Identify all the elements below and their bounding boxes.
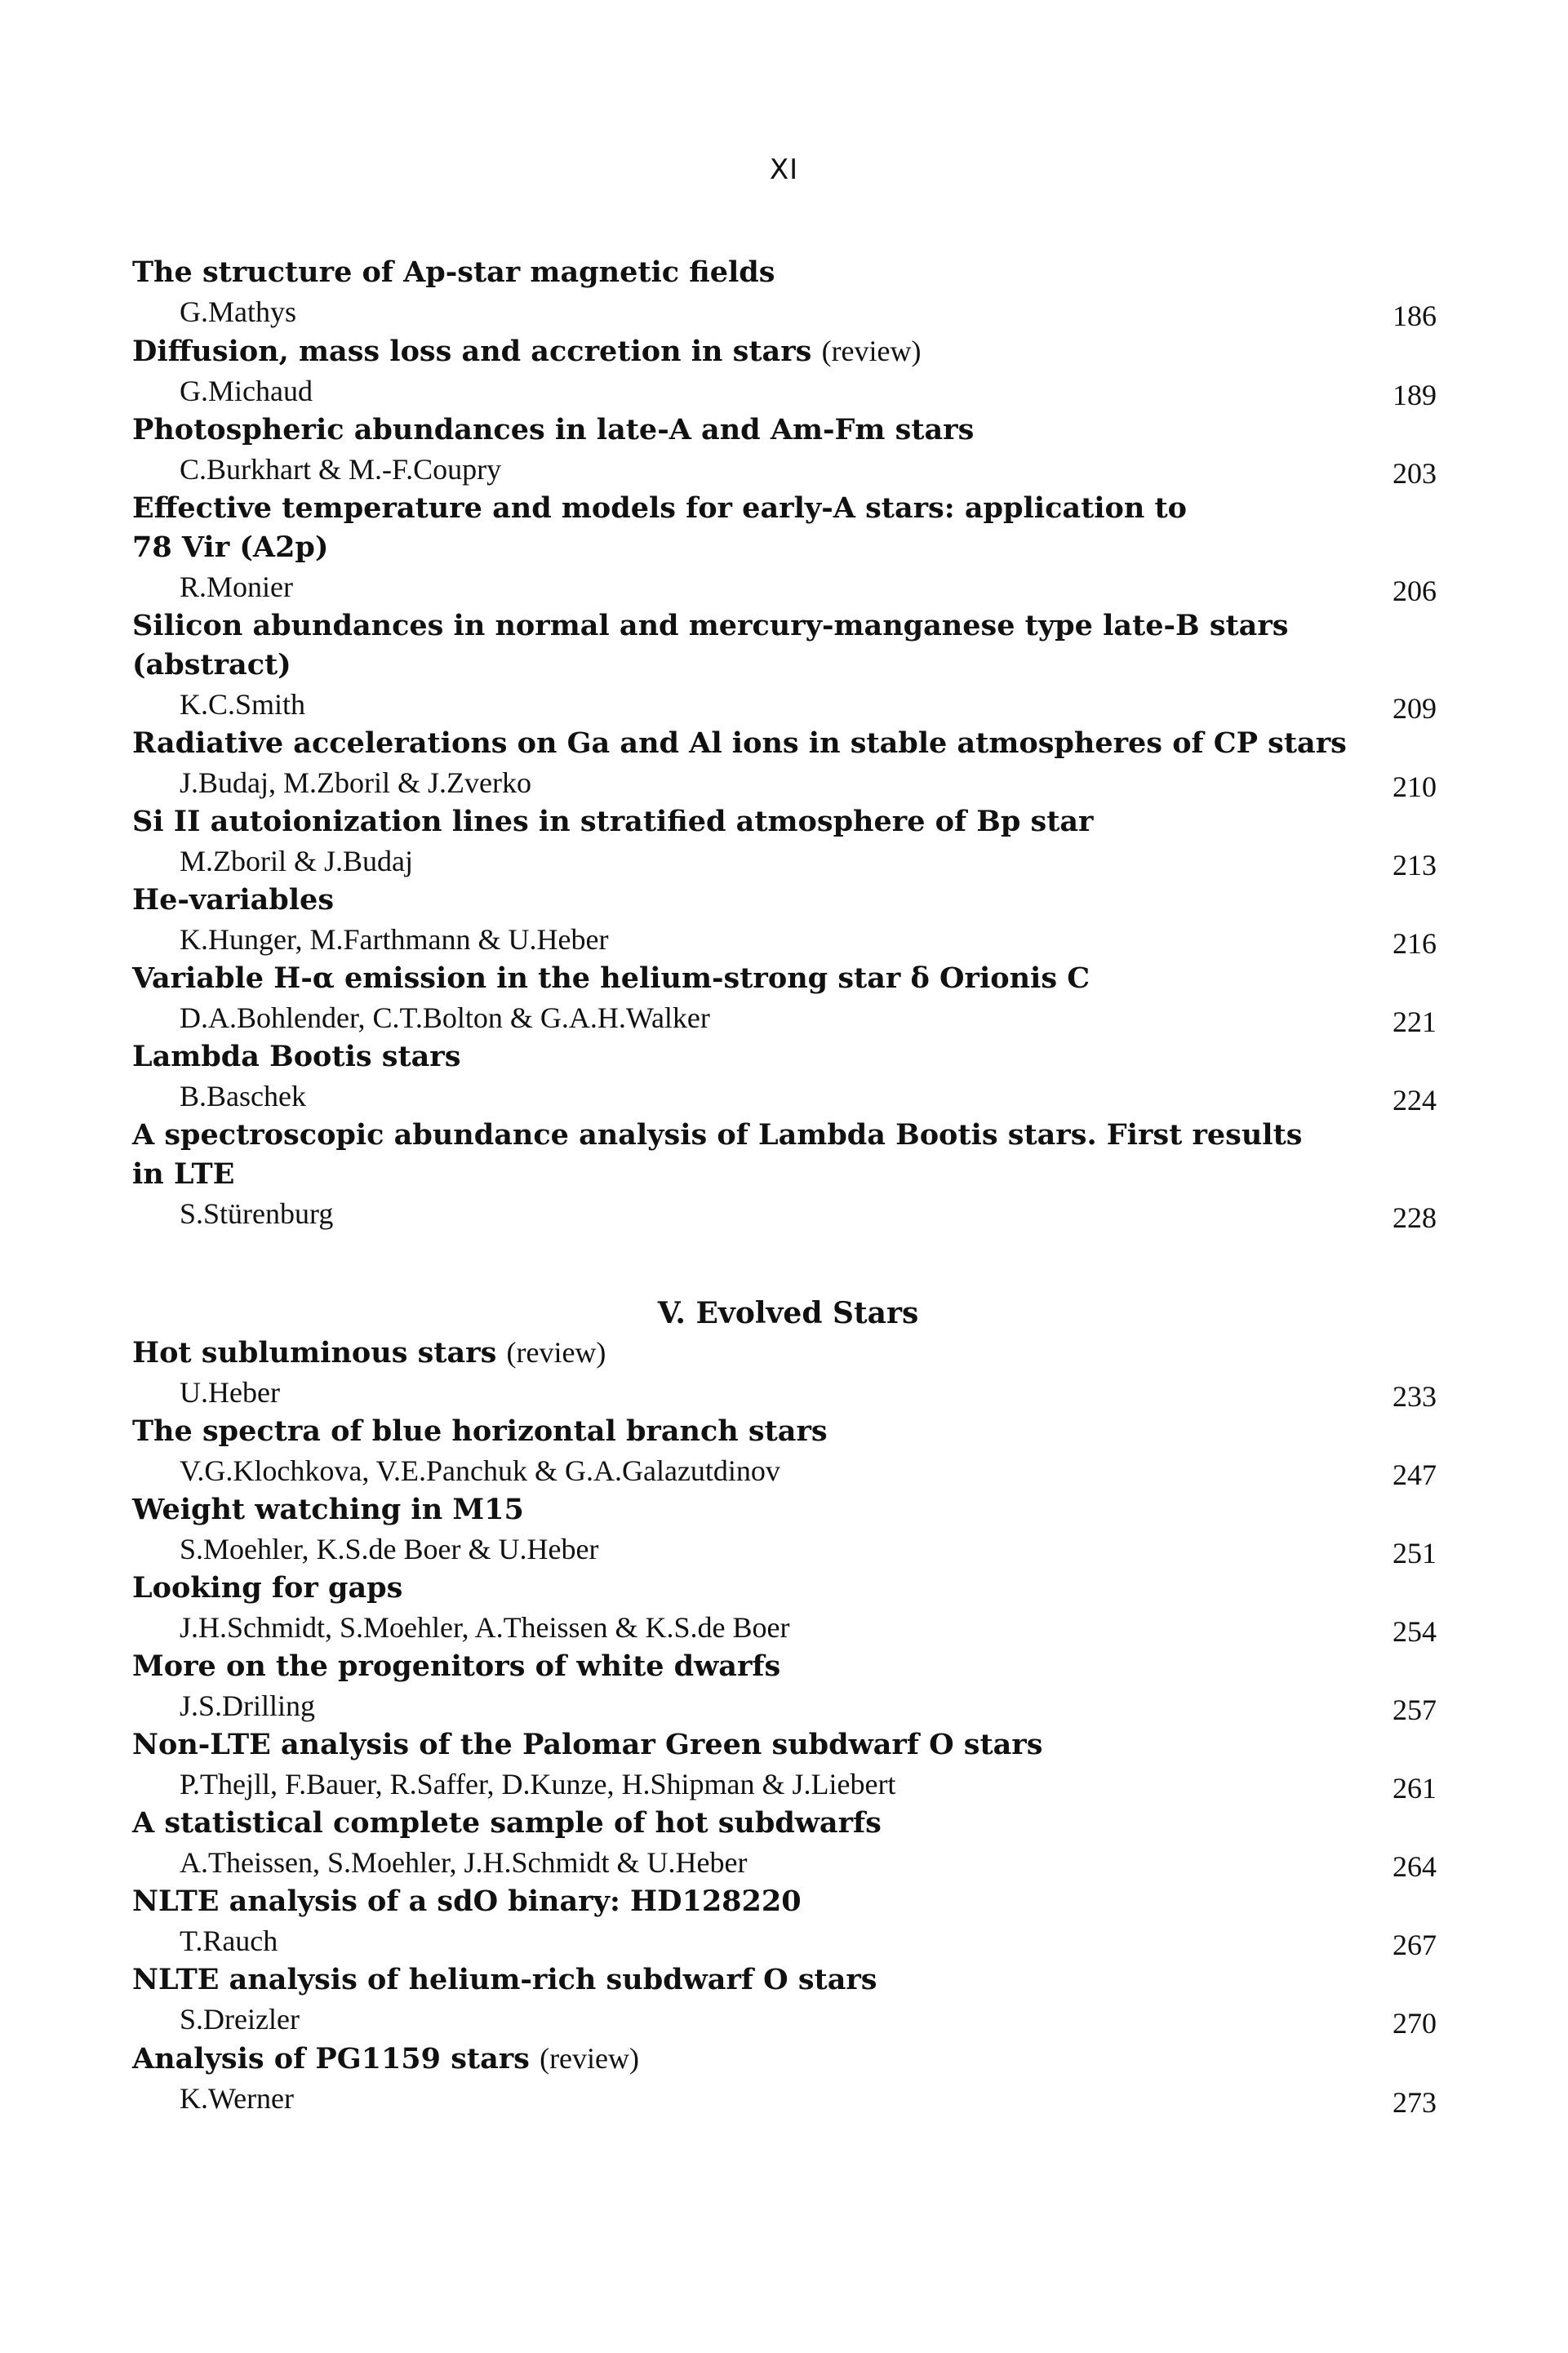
entry-authors: G.Mathys (180, 295, 296, 328)
entry-title: Hot subluminous stars (132, 1336, 497, 1370)
entry-page-number: 261 (1393, 1772, 1437, 1805)
entry-title: Diffusion, mass loss and accretion in stars (132, 335, 812, 368)
entry-author-line (132, 685, 1437, 724)
entry-author-line (132, 1765, 1437, 1804)
entry-title: The spectra of blue horizontal branch stars (132, 1414, 828, 1448)
toc-entry (132, 411, 1437, 489)
toc-entry (132, 1725, 1437, 1804)
entry-author-line (132, 292, 1437, 331)
entry-page-number: 233 (1393, 1380, 1437, 1413)
entry-authors: U.Heber (180, 1376, 280, 1409)
entry-page-number: 247 (1393, 1458, 1437, 1491)
entry-authors: S.Moehler, K.S.de Boer & U.Heber (180, 1533, 599, 1565)
entry-authors: C.Burkhart & M.-F.Coupry (180, 453, 502, 486)
toc-entry (132, 1960, 1437, 2039)
entry-author-line (132, 1529, 1437, 1569)
entry-title-line (132, 2039, 1437, 2079)
entry-title: He-variables (132, 883, 335, 917)
entry-authors: K.Hunger, M.Farthmann & U.Heber (180, 923, 609, 956)
toc-entry (132, 1490, 1437, 1569)
entry-title-line (132, 1882, 1437, 1921)
entry-author-line (132, 1194, 1437, 1233)
toc-section-2 (132, 1333, 1437, 2118)
entry-author-line (132, 763, 1437, 802)
entry-page-number: 264 (1393, 1850, 1437, 1883)
entry-title-line (132, 1725, 1437, 1765)
entry-authors: S.Stürenburg (180, 1197, 334, 1230)
entry-title-line (132, 959, 1437, 998)
toc-section-1 (132, 253, 1437, 1233)
entry-title-line (132, 1804, 1437, 1843)
entry-author-line (132, 1686, 1437, 1725)
entry-title-line (132, 1569, 1437, 1608)
entry-page-number: 210 (1393, 770, 1437, 803)
entry-page-number: 203 (1393, 457, 1437, 490)
entry-author-line (132, 1608, 1437, 1647)
entry-title-line (132, 881, 1437, 920)
entry-title: Non-LTE analysis of the Palomar Green subdwarf O stars (132, 1728, 1043, 1761)
toc-entry (132, 1037, 1437, 1116)
toc-entry (132, 881, 1437, 959)
entry-title: Si II autoionization lines in stratified atmosphere of Bp star (132, 805, 1094, 838)
entry-authors: J.Budaj, M.Zboril & J.Zverko (180, 766, 531, 799)
entry-note: (review) (506, 1336, 606, 1369)
toc-entry (132, 1412, 1437, 1490)
entry-page-number: 221 (1393, 1006, 1437, 1038)
entry-title: Silicon abundances in normal and mercury-manganese type late-B stars (abstract) (132, 609, 1289, 681)
entry-page-number: 186 (1393, 300, 1437, 332)
entry-authors: J.H.Schmidt, S.Moehler, A.Theissen & K.S.de Boer (180, 1611, 790, 1644)
entry-authors: A.Theissen, S.Moehler, J.H.Schmidt & U.Heber (180, 1846, 748, 1879)
entry-authors: T.Rauch (180, 1925, 278, 1957)
entry-title: Variable H-α emission in the helium-strong star δ Orionis C (132, 961, 1090, 995)
toc-entry (132, 1647, 1437, 1725)
entry-authors: B.Baschek (180, 1080, 306, 1112)
entry-page-number: 213 (1393, 849, 1437, 881)
entry-title-line (132, 331, 1437, 371)
page-number: XI (769, 153, 799, 186)
entry-author-line (132, 2000, 1437, 2039)
entry-title-line (132, 1960, 1437, 2000)
entry-title: More on the progenitors of white dwarfs (132, 1649, 781, 1683)
toc-entry (132, 606, 1437, 724)
entry-author-line (132, 567, 1437, 606)
entry-title-line (132, 724, 1437, 763)
toc-entry (132, 724, 1437, 802)
entry-authors: R.Monier (180, 570, 293, 603)
entry-page-number: 228 (1393, 1201, 1437, 1234)
entry-title-line (132, 1116, 1437, 1194)
toc-entry (132, 489, 1437, 606)
toc-entry (132, 959, 1437, 1037)
entry-page-number: 254 (1393, 1615, 1437, 1648)
toc-entry (132, 1882, 1437, 1960)
entry-note: (review) (821, 335, 922, 367)
toc-entry (132, 2039, 1437, 2118)
entry-title-line (132, 489, 1437, 567)
entry-title: NLTE analysis of helium-rich subdwarf O stars (132, 1963, 877, 1996)
entry-page-number: 206 (1393, 575, 1437, 607)
entry-page-number: 224 (1393, 1084, 1437, 1117)
entry-authors: K.Werner (180, 2082, 295, 2115)
entry-title-line (132, 1412, 1437, 1451)
entry-author-line (132, 450, 1437, 489)
entry-title-line (132, 606, 1437, 685)
toc-entry (132, 1804, 1437, 1882)
entry-author-line (132, 920, 1437, 959)
entry-title-line (132, 1333, 1437, 1373)
entry-title: The structure of Ap-star magnetic fields (132, 255, 775, 289)
toc-entry (132, 1333, 1437, 1412)
entry-author-line (132, 1921, 1437, 1960)
entry-authors: P.Thejll, F.Bauer, R.Saffer, D.Kunze, H.Shipman & J.Liebert (180, 1768, 896, 1800)
entry-authors: S.Dreizler (180, 2003, 300, 2036)
toc-entry (132, 1116, 1437, 1233)
entry-page-number: 251 (1393, 1537, 1437, 1569)
entry-title: NLTE analysis of a sdO binary: HD128220 (132, 1885, 802, 1918)
section-heading: V. Evolved Stars (657, 1296, 919, 1330)
entry-author-line (132, 371, 1437, 411)
entry-page-number: 257 (1393, 1694, 1437, 1726)
entry-title-line (132, 253, 1437, 292)
entry-title: Looking for gaps (132, 1571, 403, 1605)
entry-page-number: 216 (1393, 927, 1437, 960)
entry-title: Radiative accelerations on Ga and Al ions in stable atmospheres of CP stars (132, 726, 1347, 760)
entry-note: (review) (540, 2042, 639, 2075)
entry-author-line (132, 1077, 1437, 1116)
entry-title-line (132, 1490, 1437, 1529)
entry-authors: J.S.Drilling (180, 1689, 316, 1722)
entry-authors: D.A.Bohlender, C.T.Bolton & G.A.H.Walker (180, 1001, 710, 1034)
toc-entry (132, 331, 1437, 411)
toc-entry (132, 253, 1437, 331)
entry-page-number: 267 (1393, 1929, 1437, 1961)
entry-title-line (132, 411, 1437, 450)
entry-author-line (132, 1373, 1437, 1412)
entry-title: Photospheric abundances in late-A and Am-Fm stars (132, 413, 975, 446)
entry-title: Weight watching in M15 (132, 1493, 524, 1526)
entry-authors: K.C.Smith (180, 688, 306, 721)
entry-title: Analysis of PG1159 stars (132, 2042, 530, 2076)
entry-author-line (132, 998, 1437, 1037)
entry-page-number: 270 (1393, 2007, 1437, 2040)
entry-page-number: 189 (1393, 379, 1437, 411)
entry-authors: M.Zboril & J.Budaj (180, 845, 413, 877)
entry-author-line (132, 841, 1437, 881)
entry-title-line (132, 802, 1437, 841)
entry-author-line (132, 2079, 1437, 2118)
entry-author-line (132, 1451, 1437, 1490)
entry-title: Effective temperature and models for early-A stars: application to 78 Vir (A2p) (132, 491, 1188, 564)
entry-author-line (132, 1843, 1437, 1882)
entry-page-number: 273 (1393, 2086, 1437, 2119)
entry-authors: G.Michaud (180, 375, 313, 407)
entry-authors: V.G.Klochkova, V.E.Panchuk & G.A.Galazutdinov (180, 1454, 780, 1487)
toc-entry (132, 1569, 1437, 1647)
entry-title-line (132, 1037, 1437, 1077)
entry-title-line (132, 1647, 1437, 1686)
entry-title: A spectroscopic abundance analysis of Lambda Bootis stars. First results in LTE (132, 1118, 1303, 1191)
entry-title: A statistical complete sample of hot subdwarfs (132, 1806, 882, 1840)
entry-title: Lambda Bootis stars (132, 1040, 461, 1073)
toc-entry (132, 802, 1437, 881)
entry-page-number: 209 (1393, 692, 1437, 725)
